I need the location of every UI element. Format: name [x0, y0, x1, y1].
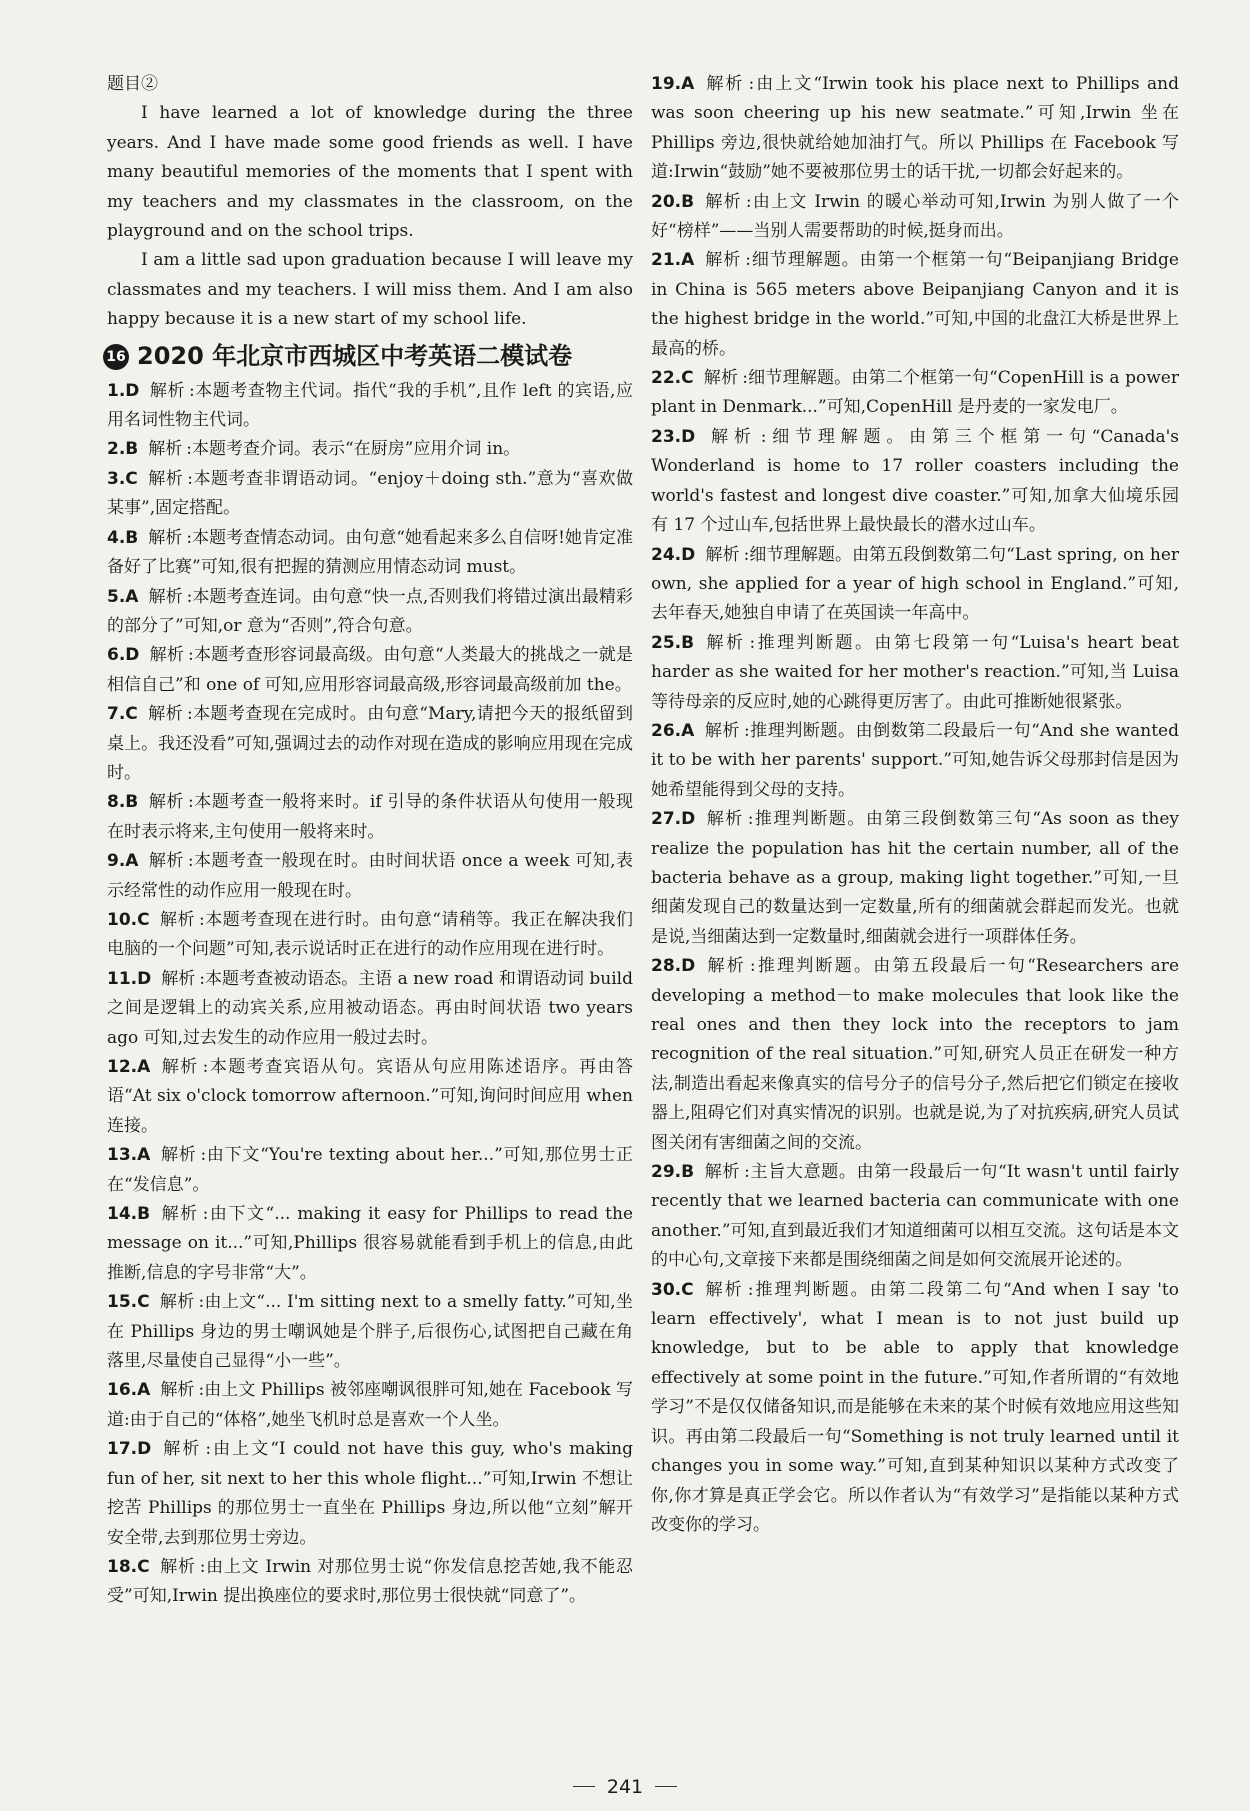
- answer-number: 18.C: [107, 1556, 150, 1577]
- section-title: [103, 337, 633, 375]
- answer-item: [651, 364, 1179, 423]
- answer-number: 14.B: [107, 1204, 151, 1225]
- answer-item: [107, 1053, 633, 1141]
- topic-heading: 题目②: [107, 74, 158, 94]
- analysis-text: :本题考查现在完成时。由句意“Mary,请把今天的报纸留到桌上。我还没看”可知,强调过去的动作对现在造成的影响应用现在完成时。: [107, 704, 633, 783]
- analysis-text: :本题考查一般现在时。由时间状语 once a week 可知,表示经常性的动作应用一般现在时。: [107, 851, 634, 901]
- answer-number: 22.C: [651, 368, 694, 389]
- answer-number: 19.A: [651, 74, 695, 94]
- analysis-label: 解析: [161, 968, 196, 989]
- answer-number: 25.B: [651, 632, 695, 653]
- analysis-text: :细节理解题。由第一个框第一句“Beipanjiang Bridge in China is 565 meters above Beipanjiang Canyon and it is the highest bridge in the world.”可知,中国的北盘江大桥是世界上最高的桥。: [651, 250, 1179, 359]
- answer-number: 28.D: [651, 956, 696, 977]
- analysis-label: 解析: [704, 191, 742, 212]
- answer-list-right: [651, 70, 1179, 1540]
- right-column: [651, 70, 1179, 1540]
- analysis-text: :由上文 Irwin 的暖心举动可知,Irwin 为别人做了一个好“榜样”——当别人需要帮助的时候,挺身而出。: [651, 191, 1180, 242]
- analysis-label: 解析: [703, 368, 739, 389]
- analysis-text: :由下文“... making it easy for Phillips to read the message on it...”可知,Phillips 很容易就能看到手机上的信息,由此推断,信息的字号非常“大”。: [107, 1204, 634, 1283]
- analysis-text: :本题考查现在进行时。由句意“请稍等。我正在解决我们电脑的一个问题”可知,表示说话时正在进行的动作应用现在进行时。: [107, 909, 634, 960]
- analysis-label: 解析: [148, 527, 183, 548]
- answer-item: [107, 1553, 633, 1612]
- analysis-text: :推理判断题。由倒数第二段最后一句“And she wanted it to be with her parents' support.”可知,她告诉父母那封信是因为她希望能得到父母的支持。: [651, 720, 1179, 800]
- essay-paragraph-1: I have learned a lot of knowledge during the three years. And I have made some good friends as well. I have many beautiful memories of the moments that I spent with my teachers and my classmates in the classroom, on the playground and on the school trips.: [107, 103, 633, 242]
- answer-item: [651, 246, 1179, 364]
- analysis-text: :主旨大意题。由第一段最后一句“It wasn't until fairly recently that we learned bacteria can communicate with one another.”可知,直到最近我们才知道细菌可以相互交流。这句话是本文的中心句,文章接下来都是围绕细菌之间是如何交流展开论述的。: [651, 1162, 1180, 1271]
- analysis-text: :由上文“Irwin took his place next to Phillips and was soon cheering up his new seatmate.”可知,Irwin 坐在 Phillips 旁边,很快就给她加油打气。所以 Phillips 在 Facebook 写道:Irwin“鼓励”她不要被那位男士的话干扰,一切都会好起来的。: [651, 74, 1180, 183]
- analysis-text: :由上文 Irwin 对那位男士说“你发信息挖苦她,我不能忍受”可知,Irwin 提出换座位的要求时,那位男士很快就“同意了”。: [107, 1556, 633, 1607]
- analysis-text: :推理判断题。由第三段倒数第三句“As soon as they realize the population has hit the certain number, all of the bacteria behave as a group, making light together.”可知,一旦细菌发现自己的数量达到一定数量,所有的细菌就会群起而发光。也就是说,当细菌达到一定数量时,细菌就会进行一项群体任务。: [651, 809, 1180, 947]
- answer-number: 27.D: [651, 809, 696, 830]
- answer-item: [651, 629, 1179, 717]
- analysis-label: 解析: [160, 1204, 199, 1225]
- analysis-label: 解析: [704, 1162, 741, 1183]
- analysis-label: 解析: [160, 1380, 195, 1401]
- answer-number: 9.A: [107, 851, 139, 872]
- answer-number: 8.B: [107, 792, 139, 813]
- analysis-text: :推理判断题。由第二段第二句“And when I say 'to learn effectively', what I mean is to not just build up knowledge, but to be able to apply that knowledge effectively at some point in the future.”可知,作者所谓的“有效地学习”不是仅仅储备知识,而是能够在未来的某个时候有效地应用这些知识。再由第二段最后一句“Something is not truly learned until it changes you in some way.”可知,直到某种知识以某种方式改变了你,你才算是真正学会它。所以作者认为“有效学习”是指能以某种方式改变你的学习。: [651, 1279, 1179, 1535]
- answer-number: 10.C: [107, 909, 150, 930]
- answer-number: 29.B: [651, 1162, 695, 1183]
- analysis-label: 解析: [159, 1556, 196, 1577]
- analysis-text: :本题考查形容词最高级。由句意“人类最大的挑战之一就是相信自己”和 one of 可知,应用形容词最高级,形容词最高级前加 the。: [107, 645, 633, 695]
- answer-number: 21.A: [651, 250, 695, 271]
- analysis-label: 解析: [147, 704, 183, 725]
- analysis-text: :本题考查一般将来时。if 引导的条件状语从句使用一般现在时表示将来,主句使用一般将来时。: [107, 792, 634, 842]
- answer-number: 20.B: [651, 191, 695, 212]
- analysis-text: :细节理解题。由第五段倒数第二句“Last spring, on her own, she applied for a year of high school in England.”可知,去年春天,她独自申请了在英国读一年高中。: [651, 544, 1180, 624]
- analysis-label: 解析: [148, 586, 183, 607]
- analysis-label: 解析: [705, 544, 740, 565]
- answer-item: [107, 1200, 633, 1288]
- answer-item: [651, 717, 1179, 805]
- analysis-label: 解析: [160, 1145, 197, 1166]
- analysis-label: 解析: [149, 645, 185, 666]
- essay-paragraph-2: I am a little sad upon graduation because I will leave my classmates and my teachers. I will miss them. And I am also happy because it is a new start of my school life.: [107, 250, 633, 330]
- analysis-label: 解析: [148, 439, 183, 460]
- analysis-label: 解析: [160, 1057, 199, 1077]
- answer-number: 13.A: [107, 1145, 151, 1166]
- analysis-text: :本题考查被动语态。主语 a new road 和谓语动词 build 之间是逻辑上的动宾关系,应用被动语态。再由时间状语 two years ago 可知,过去发生的动作应用一般过去时。: [107, 968, 633, 1048]
- analysis-text: :由下文“You're texting about her...”可知,那位男士正在“发信息”。: [107, 1145, 633, 1195]
- answer-item: [107, 700, 633, 788]
- analysis-label: 解析: [704, 632, 746, 653]
- analysis-text: :由上文“I could not have this guy, who's making fun of her, sit next to her this whole flight...”可知,Irwin 不想让挖苦 Phillips 的那位男士一直坐在 Phillips 身边,所以他“立刻”解开安全带,去到那位男士旁边。: [107, 1439, 634, 1548]
- answer-number: 16.A: [107, 1380, 151, 1401]
- answer-item: [107, 1376, 633, 1435]
- answer-number: 2.B: [107, 439, 139, 460]
- section-title-text: 2020 年北京市西城区中考英语二模试卷: [137, 341, 573, 370]
- answer-list-left: [107, 377, 633, 1612]
- analysis-text: :本题考查非谓语动词。“enjoy＋doing sth.”意为“喜欢做某事”,固定搭配。: [107, 468, 633, 519]
- analysis-label: 解析: [148, 792, 184, 813]
- answer-item: [107, 465, 633, 524]
- answer-item: [107, 906, 633, 965]
- footer-dash-right: [655, 1786, 677, 1787]
- answer-item: [651, 952, 1179, 1158]
- answer-item: [107, 1435, 633, 1553]
- analysis-text: :细节理解题。由第二个框第一句“CopenHill is a power plant in Denmark...”可知,CopenHill 是丹麦的一家发电厂。: [651, 368, 1179, 418]
- answer-number: 4.B: [107, 527, 139, 548]
- analysis-text: :推理判断题。由第五段最后一句“Researchers are developing a method－to make molecules that look like the real ones and then they lock into the receptors to jam recognition of the real situation.”可知,研究人员正在研发一种方法,制造出看起来像真实的信号分子的信号分子,然后把它们锁定在接收器上,阻碍它们对真实情况的识别。也就是说,为了对抗疾病,研究人员试图关闭有害细菌之间的交流。: [651, 956, 1179, 1153]
- answer-number: 23.D: [651, 426, 696, 447]
- answer-item: [107, 435, 633, 464]
- footer-dash-left: [573, 1786, 595, 1787]
- analysis-label: 解析: [147, 468, 184, 489]
- answer-number: 12.A: [107, 1057, 151, 1077]
- analysis-text: :本题考查连词。由句意“快一点,否则我们将错过演出最精彩的部分了”可知,or 意为“否则”,符合句意。: [107, 586, 633, 636]
- answer-item: [107, 788, 633, 847]
- answer-number: 15.C: [107, 1292, 150, 1313]
- analysis-label: 解析: [705, 956, 746, 977]
- answer-number: 7.C: [107, 704, 138, 725]
- analysis-text: :本题考查物主代词。指代“我的手机”,且作 left 的宾语,应用名词性物主代词。: [107, 380, 633, 431]
- answer-number: 26.A: [651, 720, 695, 741]
- analysis-text: :由上文“... I'm sitting next to a smelly fatty.”可知,坐在 Phillips 身边的男士嘲讽她是个胖子,后很伤心,试图把自己藏在角落里,尽量使自己显得“小一些”。: [107, 1292, 633, 1372]
- analysis-label: 解析: [703, 1279, 744, 1300]
- analysis-text: :推理判断题。由第七段第一句“Luisa's heart beat harder as she waited for her mother's reaction.”可知,当 Luisa 等待母亲的反应时,她的心跳得更厉害了。由此可推断她很紧张。: [651, 632, 1180, 712]
- left-column: [107, 70, 633, 1612]
- answer-number: 6.D: [107, 645, 140, 666]
- page-number: 241: [606, 1776, 644, 1798]
- answer-item: [107, 965, 633, 1053]
- analysis-label: 解析: [159, 1292, 195, 1313]
- analysis-label: 解析: [704, 720, 740, 741]
- answer-item: [107, 847, 633, 906]
- answer-number: 17.D: [107, 1439, 152, 1460]
- analysis-label: 解析: [161, 1439, 202, 1460]
- section-number-badge: 16: [103, 344, 129, 370]
- answer-item: [107, 377, 633, 436]
- analysis-label: 解析: [705, 426, 757, 447]
- analysis-label: 解析: [148, 851, 184, 872]
- answer-item: [651, 1276, 1179, 1541]
- answer-item: [651, 423, 1179, 541]
- page-footer: [0, 1776, 1250, 1798]
- analysis-label: 解析: [149, 380, 185, 401]
- answer-number: 3.C: [107, 468, 138, 489]
- analysis-label: 解析: [159, 909, 195, 930]
- answer-number: 5.A: [107, 586, 139, 607]
- analysis-label: 解析: [704, 250, 742, 271]
- answer-number: 24.D: [651, 544, 696, 565]
- analysis-text: :本题考查介词。表示“在厨房”应用介词 in。: [186, 439, 521, 460]
- answer-item: [107, 583, 633, 642]
- answer-item: [651, 805, 1179, 952]
- analysis-label: 解析: [704, 74, 745, 94]
- answer-item: [651, 188, 1179, 247]
- answer-item: [651, 1158, 1179, 1276]
- analysis-text: :细节理解题。由第三个框第一句“Canada's Wonderland is home to 17 roller coasters including the world's fastest and longest dive coaster.”可知,加拿大仙境乐园有 17 个过山车,包括世界上最快最长的潜水过山车。: [651, 426, 1179, 536]
- answer-item: [651, 541, 1179, 629]
- analysis-text: :本题考查情态动词。由句意“她看起来多么自信呀!她肯定准备好了比赛”可知,很有把握的猜测应用情态动词 must。: [107, 527, 634, 578]
- answer-item: [107, 1288, 633, 1376]
- answer-number: 30.C: [651, 1279, 694, 1300]
- answer-item: [107, 641, 633, 700]
- analysis-label: 解析: [705, 809, 744, 830]
- answer-item: [651, 70, 1179, 188]
- answer-number: 1.D: [107, 380, 140, 401]
- answer-item: [107, 524, 633, 583]
- answer-number: 11.D: [107, 968, 152, 989]
- answer-item: [107, 1141, 633, 1200]
- analysis-text: :本题考查宾语从句。宾语从句应用陈述语序。再由答语“At six o'clock tomorrow afternoon.”可知,询问时间应用 when 连接。: [107, 1057, 633, 1136]
- analysis-text: :由上文 Phillips 被邻座嘲讽很胖可知,她在 Facebook 写道:由于自己的“体格”,她坐飞机时总是喜欢一个人坐。: [107, 1380, 634, 1430]
